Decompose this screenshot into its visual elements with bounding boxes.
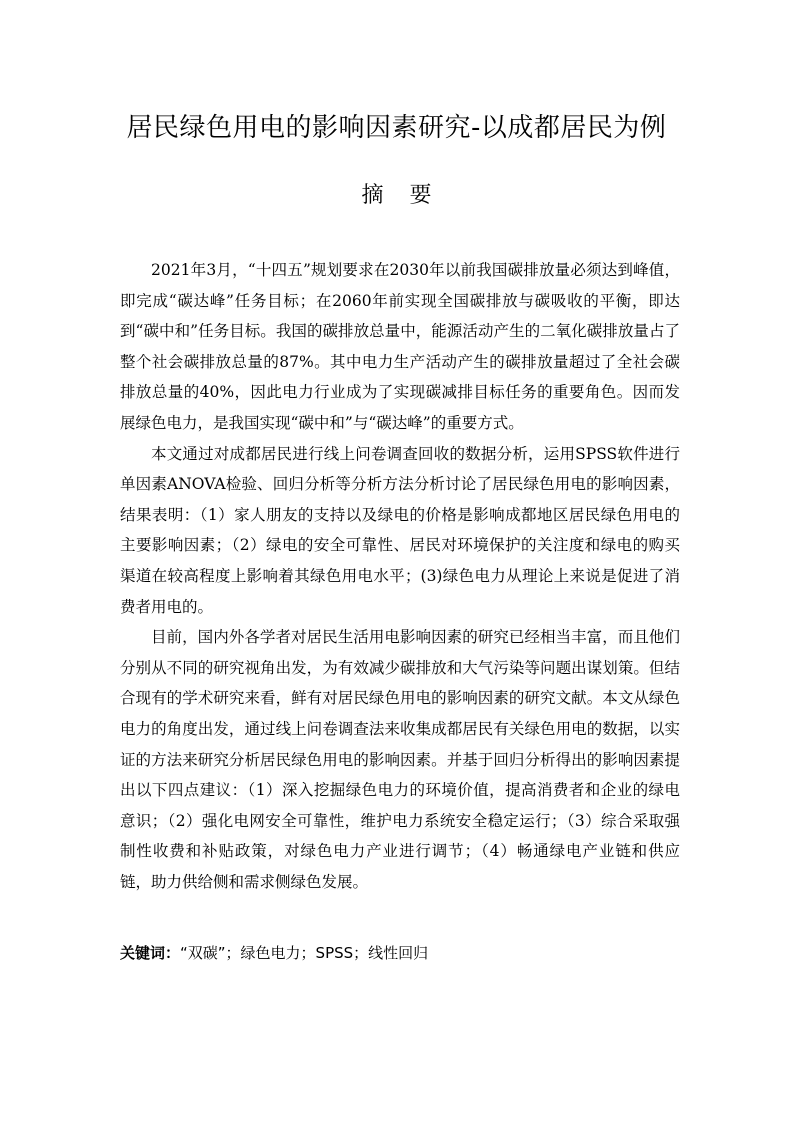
paper-title: 居民绿色用电的影响因素研究-以成都居民为例 <box>126 113 667 143</box>
abstract-paragraph: 目前，国内外各学者对居民生活用电影响因素的研究已经相当丰富，而且他们分别从不同的研究视角出发，为有效减少碳排放和大气污染等问题出谋划策。但结合现有的学术研究来看，鲜有对居民绿色用电的影响因素的研究文献。本文从绿色电力的角度出发，通过线上问卷调查法来收集成都居民有关绿色用电的数据，以实证的方法来研究分析居民绿色用电的影响因素。并基于回归分析得出的影响因素提出以下四点建议：（1）深入挖掘绿色电力的环境价值，提高消费者和企业的绿电意识；（2）强化电网安全可靠性，维护电力系统安全稳定运行；（3）综合采取强制性收费和补贴政策，对绿色电力产业进行调节；（4）畅通绿电产业链和供应链，助力供给侧和需求侧绿色发展。 <box>120 628 680 891</box>
abstract-heading-char: 要 <box>409 183 432 208</box>
abstract-heading-char: 摘 <box>361 183 384 208</box>
abstract-heading <box>0 176 793 216</box>
abstract-paragraph: 2021年3月，“十四五”规划要求在2030年以前我国碳排放量必须达到峰值，即完成“碳达峰”任务目标；在2060年前实现全国碳排放与碳吸收的平衡，即达到“碳中和”任务目标。我国的碳排放总量中，能源活动产生的二氧化碳排放量占了整个社会碳排放总量的87%。其中电力生产活动产生的碳排放量超过了全社会碳排放总量的40%，因此电力行业成为了实现碳减排目标任务的重要角色。因而发展绿色电力，是我国实现“碳中和”与“碳达峰”的重要方式。 <box>120 261 680 432</box>
keywords-label: 关键词： <box>120 944 181 962</box>
keywords-line <box>120 938 680 968</box>
keywords-value: “双碳”；绿色电力；SPSS；线性回归 <box>180 944 429 962</box>
abstract-body <box>120 255 680 897</box>
abstract-paragraph: 本文通过对成都居民进行线上问卷调查回收的数据分析，运用SPSS软件进行单因素ANOVA检验、回归分析等分析方法分析讨论了居民绿色用电的影响因素，结果表明：（1）家人朋友的支持以及绿电的价格是影响成都地区居民绿色用电的主要影响因素；（2）绿电的安全可靠性、居民对环境保护的关注度和绿电的购买渠道在较高程度上影响着其绿色用电水平；(3)绿色电力从理论上来说是促进了消费者用电的。 <box>120 444 680 616</box>
